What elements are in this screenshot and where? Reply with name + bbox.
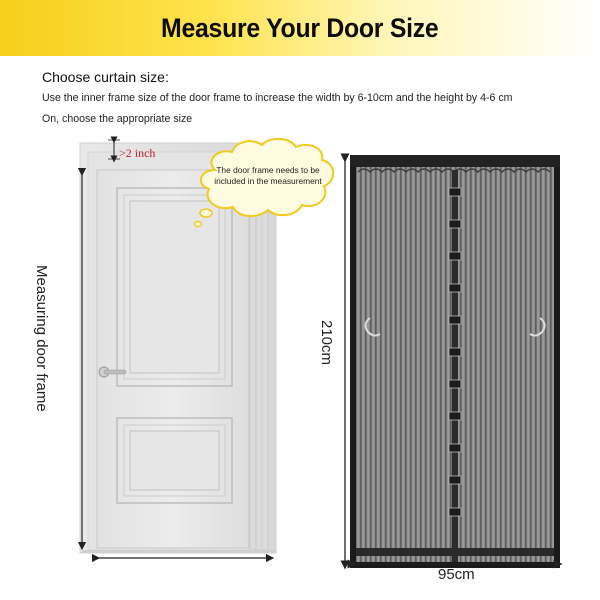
door-lower-panel bbox=[117, 418, 232, 503]
curtain-height-label: 210cm bbox=[318, 320, 335, 366]
door-upper-panel bbox=[117, 188, 232, 386]
intro-instruction: Use the inner frame size of the door frame to increase the width by 6-10cm and the height by 4-6 cm bbox=[42, 92, 513, 104]
magnetic-screen-curtain bbox=[350, 155, 560, 568]
page-title: Measure Your Door Size bbox=[161, 12, 439, 43]
door-frame-label: Measuring door frame bbox=[33, 265, 50, 412]
top-margin-label: >2 inch bbox=[119, 146, 156, 160]
intro-heading: Choose curtain size: bbox=[42, 69, 169, 85]
bubble-note-text: The door frame needs to be included in the measurement bbox=[214, 165, 322, 186]
curtain-width-label: 95cm bbox=[438, 566, 475, 583]
door-leaf bbox=[82, 170, 276, 553]
intro-instruction-2: On, choose the appropriate size bbox=[42, 113, 193, 125]
